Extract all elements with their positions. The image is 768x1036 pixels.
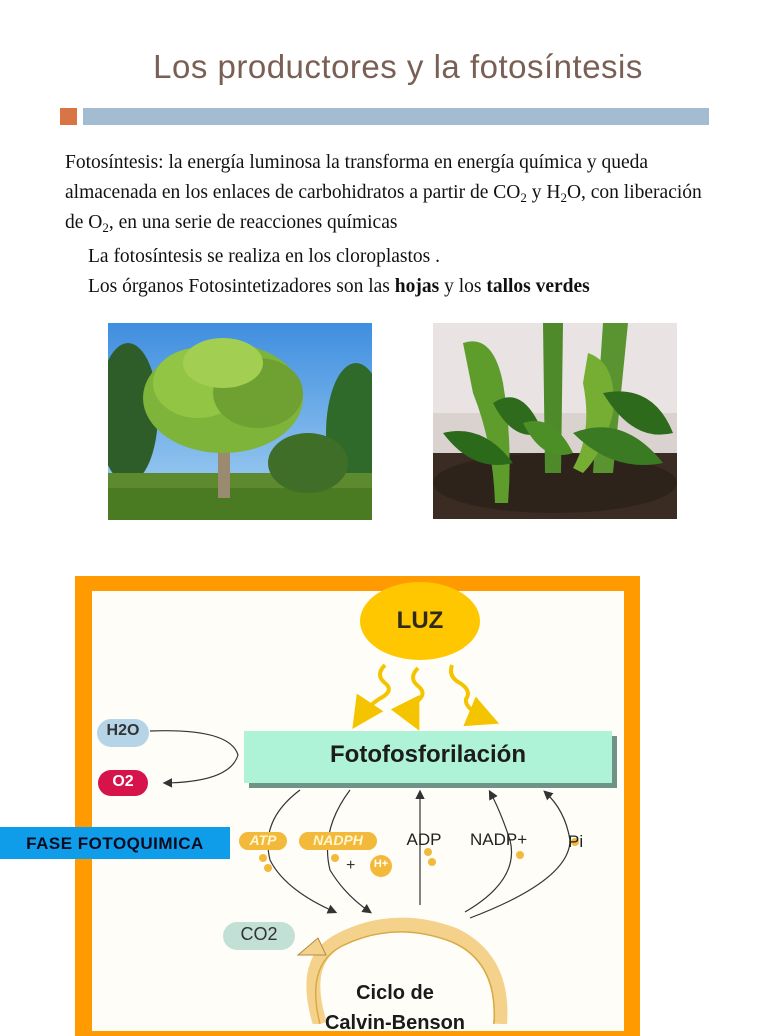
co2-label: CO2	[240, 924, 278, 944]
para-part-1: Fotosíntesis: la energía luminosa la transforma en energía química y queda almacenada en los enlaces de carbohidratos a partir de CO	[65, 152, 649, 203]
light-ray-right-icon	[451, 665, 488, 719]
atp-arrow-icon	[268, 790, 335, 912]
sun-label: LUZ	[396, 607, 444, 634]
organs-middle: y los	[439, 276, 487, 297]
plus-sign: +	[346, 857, 356, 874]
organs-bold-leaves: hojas	[394, 276, 440, 297]
nadp-arrow-icon	[465, 792, 512, 912]
water-to-oxygen-arrow	[150, 731, 238, 783]
nadp-label: NADP+	[470, 830, 528, 849]
phosphate-label: Pi	[568, 832, 584, 851]
proton-label: H+	[373, 858, 389, 870]
calvin-cycle-ring	[313, 925, 500, 1024]
atp-label: ATP	[249, 832, 277, 848]
calvin-cycle-label-line-2: Calvin-Benson	[324, 1012, 466, 1034]
para-part-3: O, con liberación de O	[65, 182, 702, 233]
co2-arrow-icon	[298, 938, 326, 955]
slide-title: Los productores y la fotosíntesis	[153, 48, 643, 85]
light-ray-left-icon	[359, 665, 389, 719]
para-part-4: , en una serie de reacciones químicas	[108, 212, 398, 233]
calvin-cycle-label-line-1: Ciclo de	[356, 982, 434, 1004]
adp-label: ADP	[406, 830, 442, 849]
organs-prefix: Los órganos Fotosintetizadores son las	[88, 276, 395, 297]
para-part-2: y H	[526, 182, 561, 203]
para-sub-1: 2	[520, 190, 527, 205]
light-ray-center-icon	[411, 668, 422, 720]
para-sub-2: 2	[560, 190, 567, 205]
para-sub-3: 2	[102, 220, 109, 235]
chloroplast-line: La fotosíntesis se realiza en los cloroplastos .	[88, 246, 440, 267]
water-label: H2O	[106, 722, 140, 739]
phase-label: FASE FOTOQUIMICA	[26, 834, 204, 853]
photophosphorylation-label: Fotofosforilación	[330, 741, 526, 768]
organs-bold-stems: tallos verdes	[486, 276, 590, 297]
oxygen-label: O2	[112, 773, 134, 790]
nadph-arrow-icon	[328, 790, 371, 912]
nadph-label: NADPH	[313, 832, 363, 848]
